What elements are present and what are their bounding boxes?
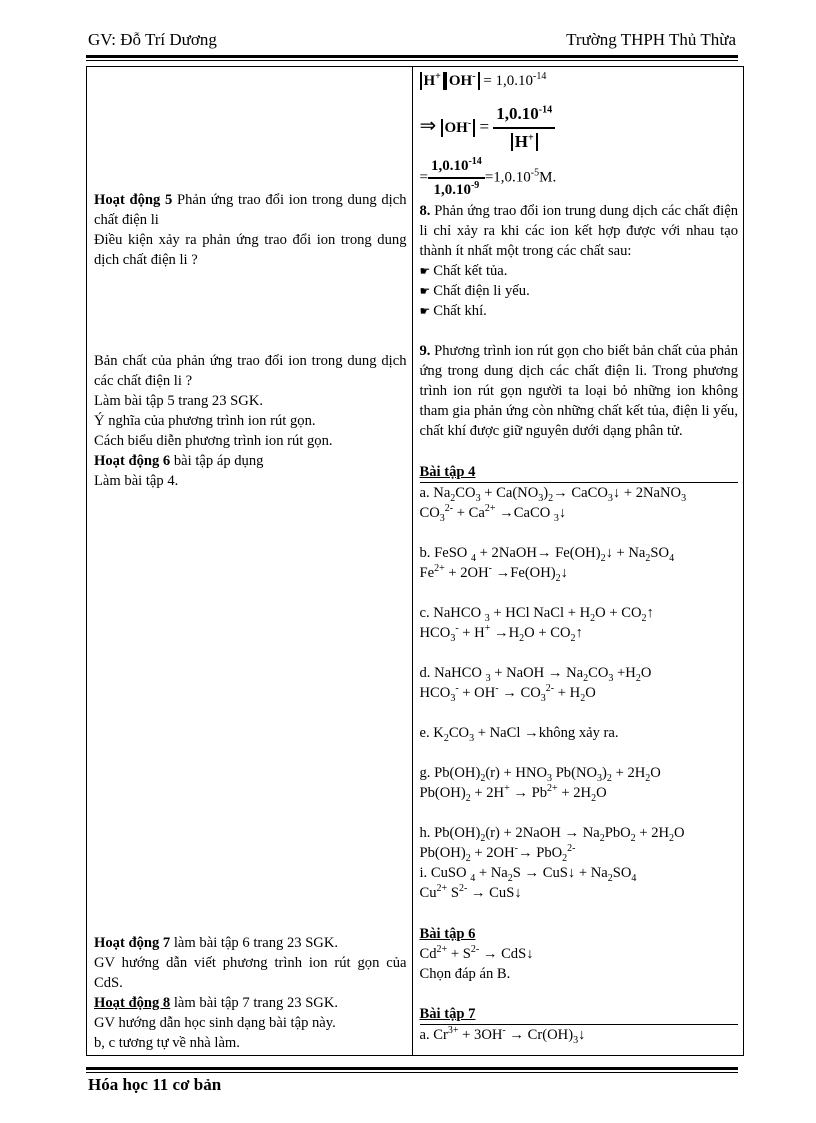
- activity-8-text: làm bài tập 7 trang 23 SGK.: [170, 995, 339, 1011]
- exercise-7: Bài tập 7 a. $Cr^{3+} + 3OH^-$ → $Cr(OH)_3↓$: [420, 1004, 739, 1045]
- right-column: [412, 67, 744, 1056]
- activity-6-text: bài tập áp dụng: [170, 453, 264, 469]
- activity-8-line-2: b, c tương tự về nhà làm.: [94, 1035, 240, 1051]
- exercise-4-title: Bài tập 4: [419, 464, 476, 480]
- activity-5-text: Phản ứng trao đổi ion trong dung dịch chất điện li: [94, 192, 407, 228]
- exercise-6-title: Bài tập 6: [419, 926, 476, 942]
- representation-line: Cách biểu diễn phương trình ion rút gọn.: [94, 433, 333, 449]
- lesson-table: [86, 66, 744, 1056]
- header-rule: [86, 55, 738, 58]
- exercise-6-answer: Chọn đáp án B.: [419, 966, 511, 982]
- nature-question: Bản chất của phản ứng trao đổi ion trong dung dịch các chất điện li ?: [94, 353, 407, 389]
- header-rule-thin: [86, 60, 738, 61]
- activity-5-title: Hoạt động 5: [94, 192, 173, 208]
- activity-7-title: Hoạt động 7: [94, 935, 171, 951]
- exercise-7-title: Bài tập 7: [419, 1006, 476, 1022]
- hand-pointer-icon: ☛: [419, 304, 431, 318]
- activity-7-line: GV hướng dẫn viết phương trình ion rút gọn của CdS.: [94, 955, 407, 991]
- activity-6-line: Làm bài tập 4.: [94, 473, 179, 489]
- exercise-6: Bài tập 6 $Cd^{2+} + S^{2-}$ → CdS↓ Chọn đáp án B.: [420, 924, 739, 984]
- exercise-5-line: Làm bài tập 5 trang 23 SGK.: [94, 393, 264, 409]
- point-9: 9. Phương trình ion rút gọn cho biết bản chất của phản ứng trong dung dịch các chất điện li. Trong phương trình ion rút gọn người ta loại bỏ những ion không tham gia phản ứng còn những chất kết tủa, điện li yếu, chất khí được giữ nguyên dưới dạng phân tử.: [419, 343, 738, 439]
- activity-6-title: Hoạt động 6: [94, 453, 171, 469]
- hand-pointer-icon: ☛: [419, 284, 431, 298]
- footer-rule: [86, 1067, 738, 1070]
- nature-block: [94, 351, 407, 491]
- exercise-4: Bài tập 4 a. $Na_2CO_3 + Ca(NO_3)_2\to$ CaCO$_3$↓ + 2NaNO$_3$ $CO_3^{2-} + Ca^{2+}$ →CaCO $_3$↓ b. FeSO $_4$ + 2NaOH→ $Fe(OH)_2↓ + Na_2SO_4$ $Fe^{2+} + 2OH^-$ $\to Fe(OH)_2↓$ c. NaHCO $_3$ + HCl NaCl + $H_2O$ + $CO_2↑$ $HCO_3^- + H^+ \to H_2O$ + $CO_2↑$ d. NaHCO $_3$ + NaOH → $Na_2CO_3 +H_2O$ $HCO_3^- + OH^- \to CO_3^{2-} + H_2O$ e. $K_2CO_3$ + NaCl →không xảy ra. g. $Pb(OH)_2(r) + HNO_3$ $Pb(NO_3)_2 + 2H_2O$ $Pb(OH)_2 + 2H^+ \to Pb^{2+} + 2H_2O$ h. $Pb(OH)_2(r)$ + 2NaOH → $Na_2PbO_2 + 2H_2O$ $Pb(OH)_2 + 2OH^-\to PbO_2^{2-}$ i. CuSO $_4 + Na_2S$ → CuS↓ + $Na_2SO_4$ $Cu^{2+}$ $S^{2-}$ → CuS↓: [420, 462, 739, 903]
- footer-subject: Hóa học 11 cơ bản: [88, 1075, 222, 1094]
- school-name: Trường THPH Thủ Thừa: [566, 30, 736, 49]
- activity-7-8: [94, 933, 407, 1053]
- activity-5-question: Điều kiện xảy ra phản ứng trao đổi ion trong dung dịch chất điện li ?: [94, 232, 407, 268]
- kw-equation: H+ $OH^- = 1,0.10^{-14}$: [420, 71, 739, 91]
- left-column: [87, 67, 413, 1056]
- meaning-line: Ý nghĩa của phương trình ion rút gọn.: [94, 413, 316, 429]
- page-header: [88, 30, 736, 54]
- teacher-name: GV: Đỗ Trí Dương: [88, 30, 217, 49]
- activity-5: [94, 190, 407, 270]
- footer-rule-thin: [86, 1072, 738, 1073]
- activity-8-title: Hoạt động 8: [94, 995, 171, 1011]
- activity-8-line-1: GV hướng dẫn học sinh dạng bài tập này.: [94, 1015, 336, 1031]
- result-fraction: = $\frac{1,0.10^{-14}}{1,0.10^{-9}}$ $=1,0.10^{-5}M$.: [419, 156, 557, 198]
- point-8: 8. Phản ứng trao đổi ion trung dung dịch các chất điện li chỉ xảy ra khi các ion kết hợp được với nhau tạo thành ít nhất một trong các chất sau: ☛ Chất kết tủa. ☛ Chất điện li yếu. ☛ Chất khí.: [419, 203, 738, 319]
- activity-7-text: làm bài tập 6 trang 23 SGK.: [170, 935, 339, 951]
- oh-fraction: ⇒ OH- = $\frac{1,0.10^{-14}}{H^+}$: [420, 101, 739, 155]
- hand-pointer-icon: ☛: [419, 264, 431, 278]
